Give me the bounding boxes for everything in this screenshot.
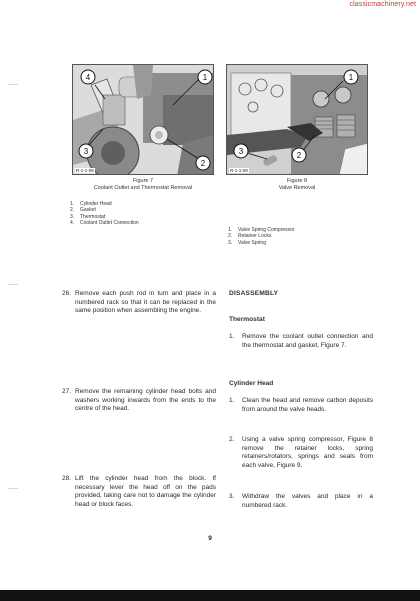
legend-item: 2. Retainer Locks bbox=[228, 233, 272, 240]
figure-7-illustration bbox=[73, 65, 214, 175]
legend-item: 3. Thermostat bbox=[70, 213, 106, 220]
scan-edge-mark bbox=[8, 284, 18, 285]
disassembly-heading: DISASSEMBLY bbox=[229, 290, 279, 297]
figure-7-caption bbox=[72, 178, 214, 192]
legend-item: 1. Cylinder Head bbox=[70, 201, 112, 207]
figure-8-caption bbox=[226, 178, 368, 192]
figure-8-subtitle: Valve Removal bbox=[278, 185, 316, 191]
figure-7-callout bbox=[81, 70, 95, 84]
figure-8-reference: R-1-1-09 bbox=[230, 168, 248, 173]
step-28-paragraph: 28. Lift the cylinder head from the block. If necessary lever the head off on the pads provided, taking care not to damage the cylinder head or block faces. bbox=[62, 475, 216, 509]
figure-7-callout bbox=[198, 70, 212, 84]
step-26-paragraph: 26. Remove each push rod in turn and place in a numbered rack so that it can be replaced in the same position when assembling the engine. bbox=[62, 290, 216, 315]
figure-8-callout bbox=[292, 148, 306, 162]
svg-text:3: 3 bbox=[238, 147, 244, 156]
scan-edge-mark bbox=[8, 84, 18, 85]
cylinder-head-step-1: 1. Clean the head and remove carbon deposits from around the valve heads. bbox=[229, 397, 373, 413]
figure-8-callout bbox=[344, 70, 358, 84]
cylinder-head-step-3: 3. Withdraw the valves and place in a numbered rack. bbox=[229, 493, 373, 509]
figure-7-legend bbox=[70, 201, 215, 227]
figure-7-photo bbox=[72, 64, 214, 175]
scan-bottom-edge bbox=[0, 590, 420, 601]
legend-item: 3. Valve Spring bbox=[228, 239, 266, 246]
svg-text:2: 2 bbox=[296, 151, 302, 160]
step-27-paragraph: 27. Remove the remaining cylinder head bolts and washers working inwards from the ends to the centre of the head. bbox=[62, 388, 216, 413]
figure-7-title: Figure 7 bbox=[132, 178, 154, 184]
svg-text:1: 1 bbox=[348, 73, 354, 82]
figure-8-illustration bbox=[227, 65, 368, 175]
thermostat-heading: Thermostat bbox=[229, 316, 265, 323]
figure-8-title: Figure 8 bbox=[286, 178, 308, 184]
cylinder-head-heading: Cylinder Head bbox=[229, 380, 274, 387]
svg-text:4: 4 bbox=[85, 73, 91, 82]
figure-8-callout bbox=[234, 144, 248, 158]
svg-text:3: 3 bbox=[83, 147, 89, 156]
figure-7-callout bbox=[196, 156, 210, 170]
figure-7-reference: R-1-1-08 bbox=[76, 168, 94, 173]
legend-item: 4. Coolant Outlet Connection bbox=[70, 220, 139, 227]
figure-7-subtitle: Coolant Outlet and Thermostat Removal bbox=[93, 185, 193, 191]
thermostat-step-1: 1. Remove the coolant outlet connection and the thermostat and gasket, Figure 7. bbox=[229, 333, 373, 349]
figure-8-legend bbox=[228, 227, 373, 246]
figure-7-callout bbox=[79, 144, 93, 158]
page-number: 9 bbox=[208, 535, 212, 542]
legend-item: 1. Valve Spring Compressor bbox=[228, 227, 295, 233]
legend-item: 2. Gasket bbox=[70, 207, 96, 214]
figure-8-photo bbox=[226, 64, 368, 175]
svg-text:1: 1 bbox=[202, 73, 208, 82]
cylinder-head-step-2: 2. Using a valve spring compressor, Figure 8 remove the retainer locks, spring retainers/rotators, springs and seals from each valve, Figure 9. bbox=[229, 436, 373, 470]
svg-text:2: 2 bbox=[200, 159, 206, 168]
watermark-text: classicmachinery.net bbox=[349, 1, 416, 8]
scan-edge-mark bbox=[8, 488, 18, 489]
